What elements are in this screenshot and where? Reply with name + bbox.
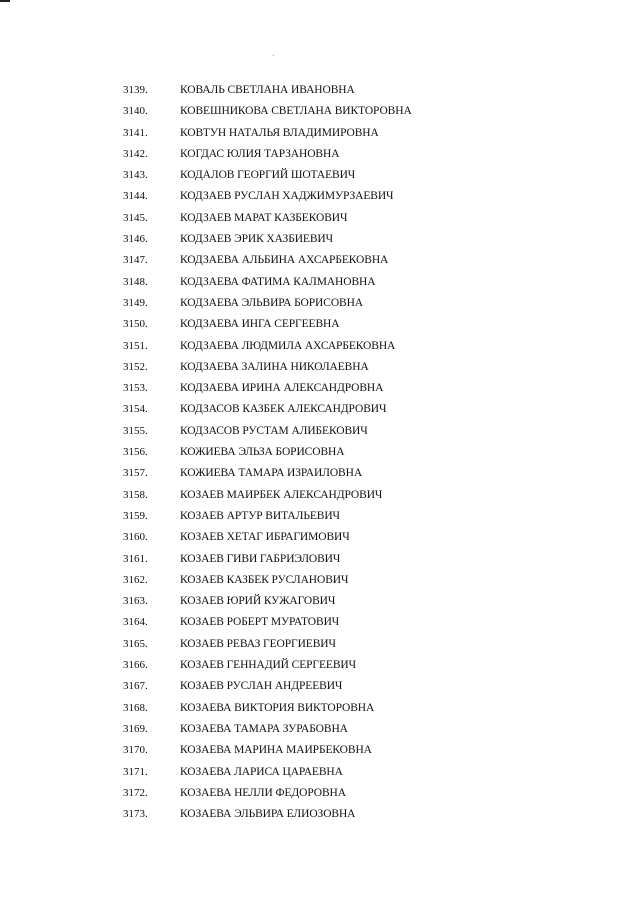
list-item [0,591,640,612]
entry-number: 3144. [123,190,148,203]
list-item [0,293,640,314]
list-item [0,698,640,719]
entry-number: 3147. [123,254,148,267]
entry-name: КОДЗАЕВ МАРАТ КАЗБЕКОВИЧ [180,211,348,224]
entry-name: КОВЕШНИКОВА СВЕТЛАНА ВИКТОРОВНА [180,105,412,118]
list-item [0,101,640,122]
list-item [0,357,640,378]
list-item [0,506,640,527]
entry-name: КОЗАЕВА ЛАРИСА ЦАРАЕВНА [180,765,343,778]
entry-name: КОВТУН НАТАЛЬЯ ВЛАДИМИРОВНА [180,126,379,139]
entry-name: КОЗАЕВА МАРИНА МАИРБЕКОВНА [180,744,372,757]
list-item [0,144,640,165]
entry-number: 3153. [123,382,148,395]
entry-number: 3156. [123,446,148,459]
list-item [0,272,640,293]
entry-name: КОДЗАЕВА ЛЮДМИЛА АХСАРБЕКОВНА [180,339,396,352]
entry-name: КОЗАЕВ ГИВИ ГАБРИЭЛОВИЧ [180,552,341,565]
list-item [0,762,640,783]
list-item [0,676,640,697]
list-item [0,314,640,335]
list-item [0,527,640,548]
entry-name: КОДЗАЕВА ИРИНА АЛЕКСАНДРОВНА [180,382,384,395]
list-item [0,208,640,229]
list-item [0,634,640,655]
entry-name: КОДЗАЕВ ЭРИК ХАЗБИЕВИЧ [180,233,333,246]
entry-name: КОЗАЕВ ЮРИЙ КУЖАГОВИЧ [180,595,336,608]
entry-number: 3157. [123,467,148,480]
entry-number: 3139. [123,84,148,96]
entry-name: КОВАЛЬ СВЕТЛАНА ИВАНОВНА [180,84,355,96]
list-item [0,719,640,740]
list-item [0,80,640,101]
entry-name: КОДЗАЕВА ИНГА СЕРГЕЕВНА [180,318,340,331]
entry-number: 3166. [123,659,148,672]
entry-name: КОЗАЕВ МАИРБЕК АЛЕКСАНДРОВИЧ [180,488,383,501]
entry-name: КОДЗАЕВА ЗАЛИНА НИКОЛАЕВНА [180,360,369,373]
list-item [0,378,640,399]
entry-number: 3148. [123,275,148,288]
entry-name: КОЗАЕВА ЭЛЬВИРА ЕЛИОЗОВНА [180,808,356,821]
entry-number: 3150. [123,318,148,331]
name-list [0,80,640,825]
entry-number: 3145. [123,211,148,224]
list-item [0,399,640,420]
list-item [0,250,640,271]
list-item [0,612,640,633]
entry-number: 3152. [123,360,148,373]
entry-number: 3172. [123,786,148,799]
entry-name: КОГДАС ЮЛИЯ ТАРЗАНОВНА [180,147,340,160]
entry-number: 3158. [123,488,148,501]
entry-number: 3160. [123,531,148,544]
scan-corner-mark [0,0,10,2]
entry-name: КОЗАЕВ ГЕННАДИЙ СЕРГЕЕВИЧ [180,659,356,672]
entry-name: КОЗАЕВ РЕВАЗ ГЕОРГИЕВИЧ [180,637,336,650]
entry-name: КОДЗАЕВА АЛЬБИНА АХСАРБЕКОВНА [180,254,389,267]
entry-name: КОЗАЕВА НЕЛЛИ ФЕДОРОВНА [180,786,346,799]
list-item [0,123,640,144]
list-item [0,655,640,676]
list-item [0,740,640,761]
list-item [0,463,640,484]
entry-number: 3171. [123,765,148,778]
entry-name: КОДЗАЕВ РУСЛАН ХАДЖИМУРЗАЕВИЧ [180,190,394,203]
entry-number: 3167. [123,680,148,693]
list-item [0,442,640,463]
entry-number: 3155. [123,424,148,437]
entry-number: 3173. [123,808,148,821]
entry-name: КОДЗАЕВА ЭЛЬВИРА БОРИСОВНА [180,296,364,309]
entry-number: 3143. [123,169,148,182]
entry-number: 3142. [123,147,148,160]
list-item [0,229,640,250]
list-item [0,336,640,357]
entry-number: 3141. [123,126,148,139]
list-item [0,804,640,825]
entry-name: КОЖИЕВА ТАМАРА ИЗРАИЛОВНА [180,467,363,480]
entry-name: КОЗАЕВ КАЗБЕК РУСЛАНОВИЧ [180,573,349,586]
entry-number: 3163. [123,595,148,608]
entry-number: 3151. [123,339,148,352]
list-item [0,783,640,804]
entry-name: КОЗАЕВ РУСЛАН АНДРЕЕВИЧ [180,680,343,693]
entry-number: 3149. [123,296,148,309]
scan-dot [273,55,274,56]
entry-number: 3168. [123,701,148,714]
list-item [0,421,640,442]
entry-number: 3170. [123,744,148,757]
list-item [0,570,640,591]
entry-name: КОДЗАСОВ КАЗБЕК АЛЕКСАНДРОВИЧ [180,403,387,416]
entry-number: 3162. [123,573,148,586]
list-item [0,549,640,570]
list-item [0,485,640,506]
entry-number: 3164. [123,616,148,629]
entry-number: 3161. [123,552,148,565]
entry-name: КОЗАЕВ РОБЕРТ МУРАТОВИЧ [180,616,340,629]
entry-number: 3169. [123,722,148,735]
entry-number: 3154. [123,403,148,416]
entry-name: КОДЗАЕВА ФАТИМА КАЛМАНОВНА [180,275,376,288]
entry-name: КОЗАЕВ ХЕТАГ ИБРАГИМОВИЧ [180,531,350,544]
entry-number: 3146. [123,233,148,246]
entry-name: КОДЗАСОВ РУСТАМ АЛИБЕКОВИЧ [180,424,368,437]
entry-number: 3165. [123,637,148,650]
entry-name: КОЗАЕВА ВИКТОРИЯ ВИКТОРОВНА [180,701,375,714]
list-item [0,186,640,207]
entry-name: КОЗАЕВА ТАМАРА ЗУРАБОВНА [180,722,348,735]
entry-name: КОЗАЕВ АРТУР ВИТАЛЬЕВИЧ [180,509,340,522]
entry-number: 3140. [123,105,148,118]
entry-number: 3159. [123,509,148,522]
entry-name: КОДАЛОВ ГЕОРГИЙ ШОТАЕВИЧ [180,169,356,182]
list-item [0,165,640,186]
entry-name: КОЖИЕВА ЭЛЬЗА БОРИСОВНА [180,446,345,459]
